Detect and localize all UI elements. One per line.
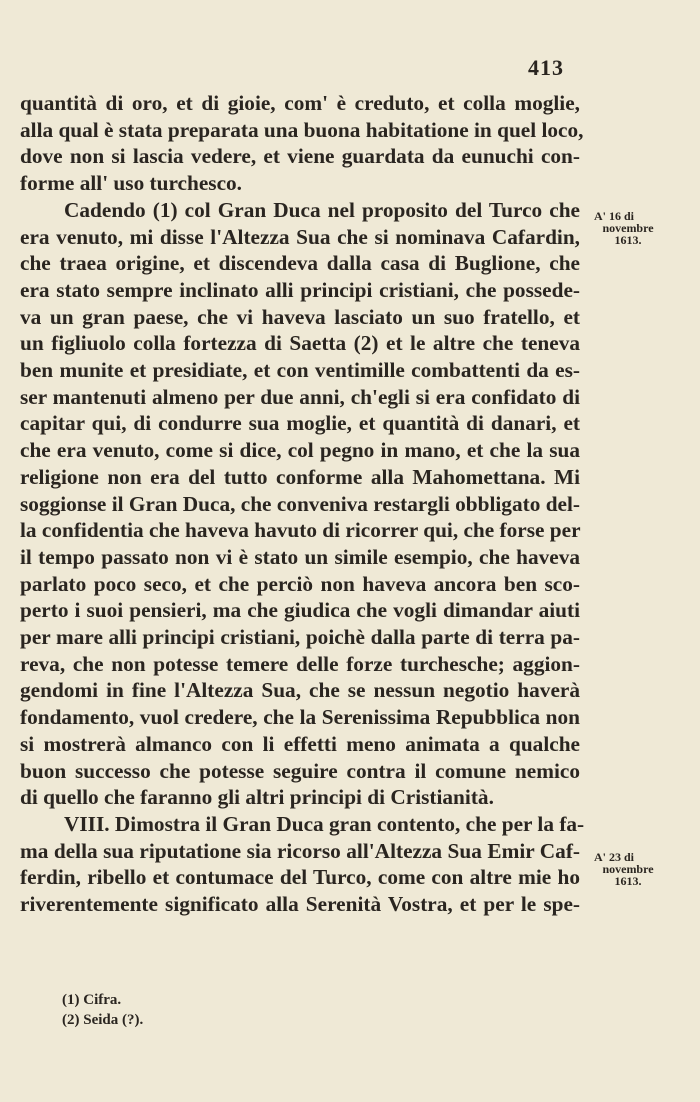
text-line: per mare alli principi cristiani, poichè dalla parte di terra pa- bbox=[20, 625, 580, 650]
text-line: riverentemente significato alla Serenità Vostra, et per le spe- bbox=[20, 892, 580, 917]
margin-note-date bbox=[592, 851, 664, 887]
text-line: alla qual è stata preparata una buona habitatione in quel loco, bbox=[20, 117, 584, 142]
margin-note-line: 1613. bbox=[614, 874, 642, 888]
text-line: ser mantenuti almeno per due anni, ch'egli si era confidato di bbox=[20, 384, 580, 409]
text-line: forme all' uso turchesco. bbox=[20, 171, 243, 196]
paragraph-start-line: VIII. Dimostra il Gran Duca gran contento, che per la fa- bbox=[64, 811, 585, 836]
text-line: perto i suoi pensieri, ma che giudica che vogli dimandar aiuti bbox=[20, 598, 580, 623]
text-line: che era venuto, come si dice, col pegno in mano, et che la sua bbox=[20, 438, 580, 463]
body-text bbox=[20, 90, 585, 918]
margin-note-line: A' 16 di bbox=[594, 209, 635, 223]
page-number: 413 bbox=[528, 55, 564, 80]
margin-note-line: 1613. bbox=[614, 233, 642, 247]
paragraph-start-line: Cadendo (1) col Gran Duca nel proposito del Turco che bbox=[64, 197, 580, 222]
text-line: capitar qui, di condurre sua moglie, et quantità di danari, et bbox=[20, 411, 580, 436]
text-line: un figliuolo colla fortezza di Saetta (2) et le altre che teneva bbox=[20, 331, 580, 356]
text-line: la confidentia che haveva havuto di ricorrer qui, che forse per bbox=[20, 518, 581, 543]
text-line: il tempo passato non vi è stato un simile esempio, che haveva bbox=[20, 544, 580, 569]
footnote: (2) Seida (?). bbox=[62, 1012, 144, 1028]
text-line: fondamento, vuol credere, che la Serenissima Repubblica non bbox=[20, 705, 580, 730]
footnote: (1) Cifra. bbox=[62, 992, 122, 1008]
text-line: buon successo che potesse seguire contra il comune nemico bbox=[20, 758, 580, 783]
text-line: ben munite et presidiate, et con ventimille combattenti da es- bbox=[20, 358, 580, 383]
text-line: che traea origine, et discendeva dalla casa di Buglione, che bbox=[20, 251, 580, 276]
text-line: parlato poco seco, et che perciò non haveva ancora ben sco- bbox=[20, 571, 580, 596]
text-line: di quello che faranno gli altri principi di Cristianità. bbox=[20, 785, 494, 810]
margin-note-line: A' 23 di bbox=[594, 850, 635, 864]
text-line: reva, che non potesse temere delle forze turchesche; aggion- bbox=[20, 651, 580, 676]
text-line: gendomi in fine l'Altezza Sua, che se nessun negotio haverà bbox=[20, 678, 580, 703]
footnotes bbox=[62, 990, 143, 1030]
text-line: dove non si lascia vedere, et viene guardata da eunuchi con- bbox=[20, 144, 580, 169]
margin-note-line: novembre bbox=[602, 221, 654, 235]
text-line: religione non era del tutto conforme alla Mahomettana. Mi bbox=[20, 464, 580, 489]
text-line: si mostrerà almanco con li effetti meno animata a qualche bbox=[20, 731, 580, 756]
margin-note-date bbox=[592, 210, 664, 246]
text-line: soggionse il Gran Duca, che conveniva restargli obbligato del- bbox=[20, 491, 580, 516]
text-line: era venuto, mi disse l'Altezza Sua che si nominava Cafardin, bbox=[20, 224, 580, 249]
margin-note-line: novembre bbox=[602, 862, 654, 876]
text-line: ma della sua riputatione sia ricorso all'Altezza Sua Emir Caf- bbox=[20, 838, 580, 863]
text-line: va un gran paese, che vi haveva lasciato un suo fratello, et bbox=[20, 304, 580, 329]
text-line: era stato sempre inclinato alli principi cristiani, che possede- bbox=[20, 277, 580, 302]
text-line: quantità di oro, et di gioie, com' è creduto, et colla moglie, bbox=[20, 91, 580, 115]
text-line: ferdin, ribello et contumace del Turco, come con altre mie ho bbox=[20, 865, 580, 890]
